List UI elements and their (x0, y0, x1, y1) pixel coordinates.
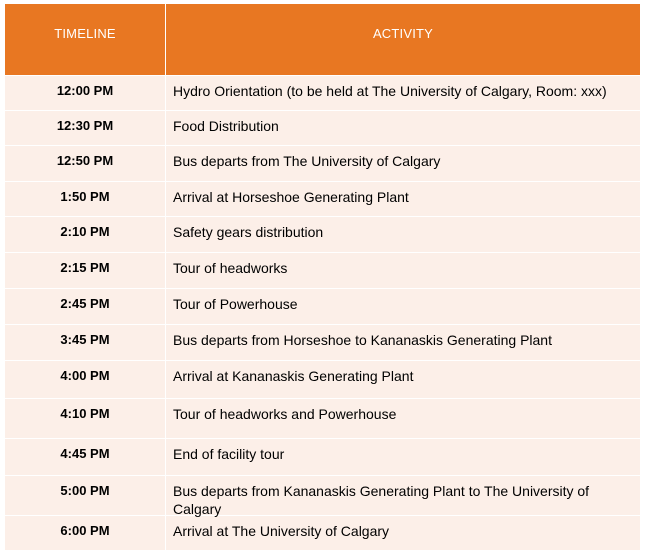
activity-cell: Hydro Orientation (to be held at The University of Calgary, Room: xxx) (173, 83, 607, 99)
activity-cell: Food Distribution (173, 118, 279, 134)
activity-cell: End of facility tour (173, 446, 285, 462)
table-row (5, 216, 640, 252)
activity-header: ACTIVITY (372, 26, 434, 41)
activity-cell: Bus departs from The University of Calgary (173, 153, 441, 169)
table-row (5, 181, 640, 216)
activity-cell: Bus departs from Kananaskis Generating Plant to The University of Calgary (173, 483, 590, 517)
table-row (5, 288, 640, 324)
table-row (5, 75, 640, 110)
time-cell: 2:10 PM (5, 217, 166, 252)
table-row (5, 324, 640, 360)
activity-cell: Arrival at Horseshoe Generating Plant (173, 189, 409, 205)
activity-cell: Bus departs from Horseshoe to Kananaskis Generating Plant (173, 332, 552, 348)
time-cell: 3:45 PM (5, 325, 166, 360)
time-cell: 1:50 PM (5, 182, 166, 216)
table-row (5, 438, 640, 475)
time-cell: 4:00 PM (5, 361, 166, 398)
time-cell: 4:10 PM (5, 399, 166, 438)
activity-cell: Arrival at Kananaskis Generating Plant (173, 368, 414, 384)
time-cell: 2:15 PM (5, 253, 166, 288)
activity-cell: Arrival at The University of Calgary (173, 523, 390, 539)
time-cell: 12:50 PM (5, 146, 166, 181)
table-row (5, 398, 640, 438)
activity-cell: Tour of Powerhouse (173, 296, 298, 312)
schedule-table (5, 4, 640, 550)
time-cell: 4:45 PM (5, 439, 166, 475)
activity-cell: Tour of headworks (173, 260, 288, 276)
table-row (5, 475, 640, 515)
activity-cell: Tour of headworks and Powerhouse (173, 406, 397, 422)
table-row (5, 252, 640, 288)
time-cell: 2:45 PM (5, 289, 166, 324)
table-row (5, 145, 640, 181)
table-header (5, 4, 640, 75)
time-cell: 6:00 PM (5, 516, 166, 550)
timeline-header: TIMELINE (5, 4, 166, 75)
activity-cell: Safety gears distribution (173, 224, 324, 240)
time-cell: 12:00 PM (5, 76, 166, 110)
table-row (5, 360, 640, 398)
time-cell: 5:00 PM (5, 476, 166, 515)
time-cell: 12:30 PM (5, 111, 166, 145)
table-row (5, 110, 640, 145)
table-row (5, 515, 640, 550)
